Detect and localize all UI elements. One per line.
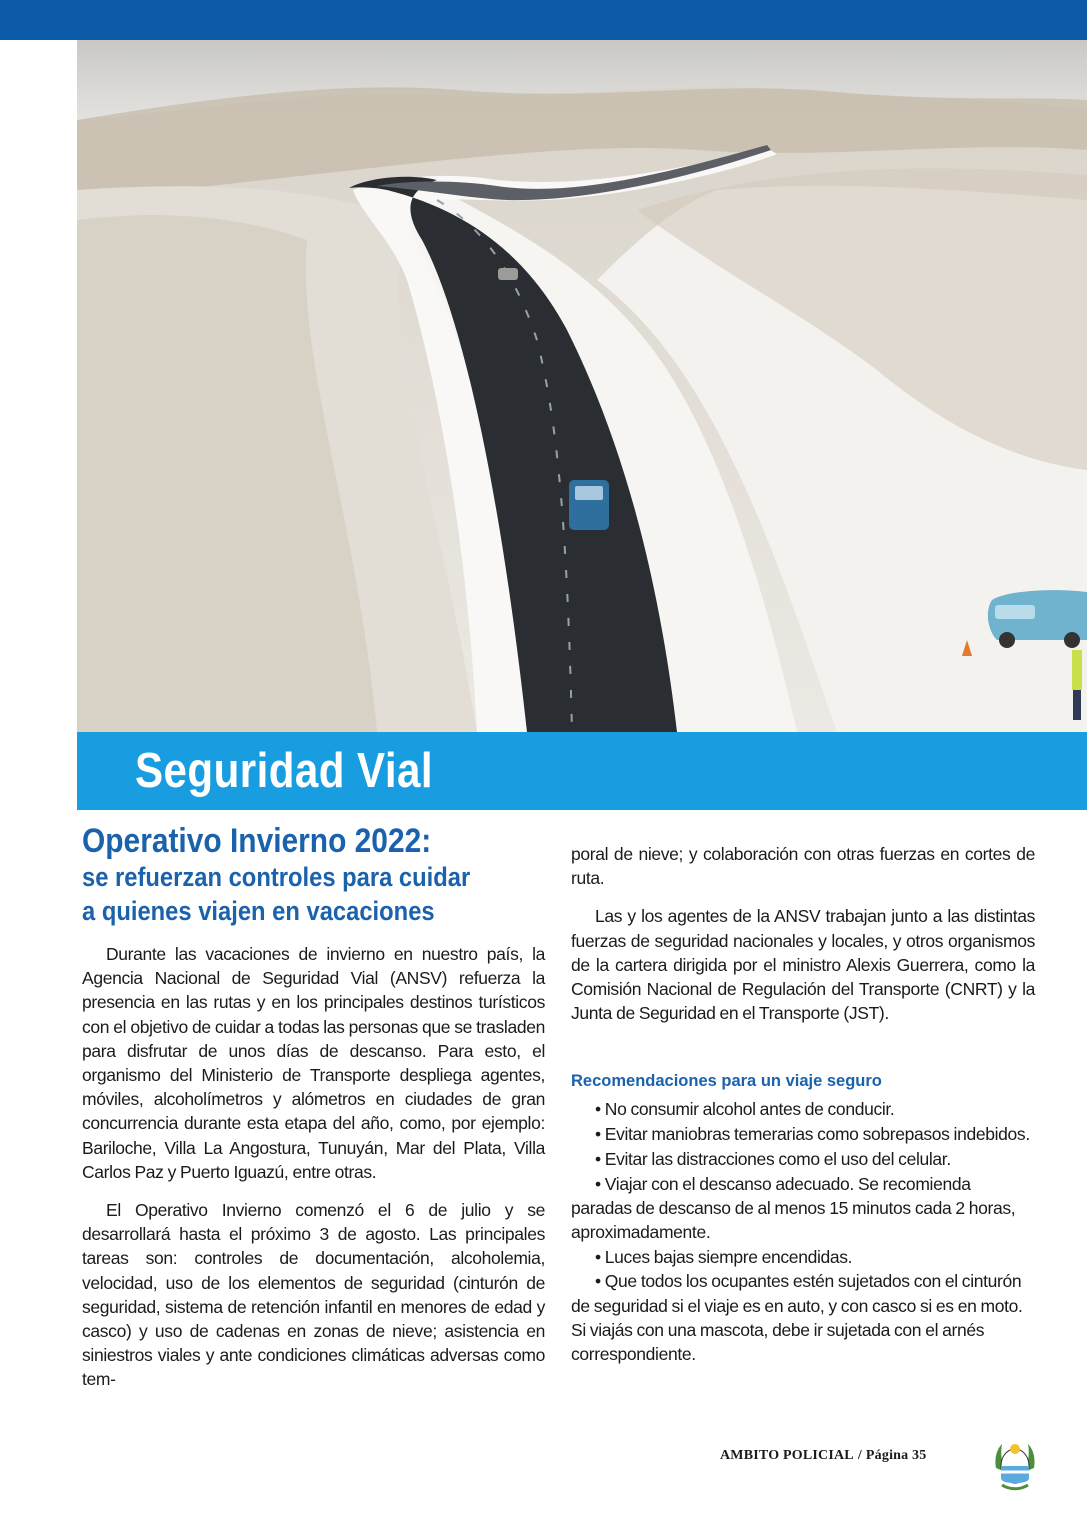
section-title: Seguridad Vial [135,744,433,798]
headline-line-3: a quienes viajen en vacaciones [82,896,435,926]
footer-separator: / [857,1448,862,1463]
bullet-icon: • [595,1148,601,1169]
recommendation-text: Viajar con el descanso adecuado. Se recomienda paradas de descanso de al menos 15 minutos cada 2 horas, aproximadamente. [571,1173,1016,1242]
headline-line-2: se refuerzan controles para cuidar [82,862,471,892]
police-crest-icon [990,1438,1040,1494]
recommendation-text: Luces bajas siempre encendidas. [604,1246,853,1267]
publication-name: AMBITO POLICIAL [720,1448,854,1463]
paragraph-4: Las y los agentes de la ANSV trabajan junto a las distintas fuerzas de seguridad nacionales y locales, y otros organismos de la cartera dirigida por el ministro Alexis Guerrera, como la Comisión Nacional de Regulación del Transporte (CNRT) y la Junta de Seguridad en el Transporte (JST). [571,906,1035,1024]
recommendation-text: Evitar maniobras temerarias como sobrepasos indebidos. [604,1124,1030,1145]
recommendation-text: No consumir alcohol antes de conducir. [604,1099,895,1120]
recommendations-title: Recomendaciones para un viaje seguro [571,1072,882,1091]
recommendation-item [571,1269,1035,1366]
bullet-icon: • [595,1173,601,1194]
bullet-icon: • [595,1271,601,1292]
right-column [571,842,1035,1367]
section-band [77,732,1087,810]
page-number: Página 35 [865,1448,927,1463]
article-headline [82,822,545,928]
snowy-road-photo [77,40,1087,732]
bullet-icon: • [595,1099,601,1120]
recommendation-item [571,1245,1035,1269]
bullet-icon: • [595,1124,601,1145]
recommendation-item [571,1147,1035,1171]
left-column [82,822,545,1406]
paragraph-1: Durante las vacaciones de invierno en nuestro país, la Agencia Nacional de Seguridad Vial (ANSV) refuerza la presencia en las rutas y en los principales destinos turísticos con el objetivo de cuidar a todas las personas que se trasladen para disfrutar de unos días de descanso. Para esto, el organismo del Ministerio de Transporte despliega agentes, móviles, alcoholímetros y alómetros en ciudades de gran concurrencia durante esta etapa del año, como, por ejemplo: Bariloche, Villa La Angostura, Tunuyán, Mar del Plata, Villa Carlos Paz y Puerto Iguazú, entre otras. [82,944,545,1182]
recommendation-item [571,1122,1035,1146]
top-color-bar [0,0,1087,40]
recommendation-item [571,1097,1035,1121]
recommendations-list [571,1097,1035,1366]
paragraph-3: poral de nieve; y colaboración con otras fuerzas en cortes de ruta. [571,844,1035,889]
headline-line-1: Operativo Invierno 2022: [82,822,432,860]
recommendation-text: Que todos los ocupantes estén sujetados con el cinturón de seguridad si el viaje es en auto, y con casco si es en moto. Si viajás con una mascota, debe ir sujetada con el arnés correspondiente. [571,1271,1023,1364]
paragraph-2: El Operativo Invierno comenzó el 6 de julio y se desarrollará hasta el próximo 3 de agosto. Las principales tareas son: controles de documentación, alcoholemia, velocidad, uso de los elementos de seguridad (cinturón de seguridad, sistema de retención infantil en menores de edad y casco) y uso de cadenas en zonas de nieve; asistencia en siniestros viales y ante condiciones climáticas adversas como tem- [82,1200,545,1390]
page-footer [720,1436,926,1476]
bullet-icon: • [595,1246,601,1267]
recommendation-item [571,1172,1035,1245]
recommendation-text: Evitar las distracciones como el uso del celular. [604,1148,951,1169]
